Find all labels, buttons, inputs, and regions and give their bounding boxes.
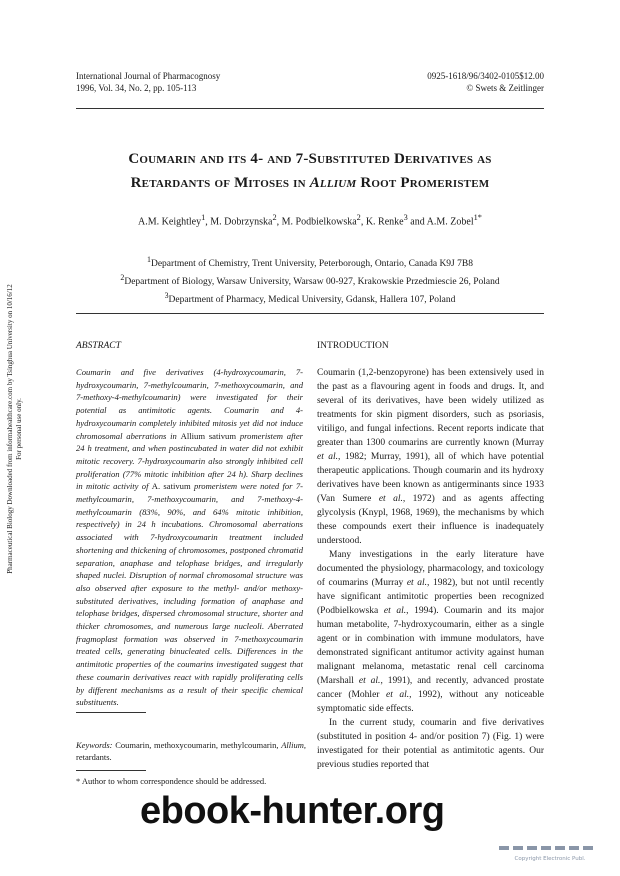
- watermark-text: ebook-hunter.org: [140, 790, 445, 832]
- title-line1: Coumarin and its 4- and 7-Substituted Derivatives as: [128, 151, 492, 167]
- author-list: A.M. Keightley$^1$, M. Dobrzynska$^2$, M. Podbielkowska$^2$, K. Renke$^3$ and A.M. Zobel$^{1*}$: [138, 213, 482, 228]
- journal-name: International Journal of Pharmacognosy: [76, 71, 221, 81]
- introduction-body: [317, 366, 544, 772]
- abstract-body: Coumarin and five derivatives (4-hydroxycoumarin, 7-hydroxycoumarin, 7-methylcoumarin, 7-methoxycoumarin, and 7-methoxy-4-methylcoumarin) were investigated for their potential as antimitotic agents. Coumarin and 4-hydroxycoumarin completely inhibited mitosis yet did not induce chromosomal aberrations in Allium sativum promeristem after 24 h treatment, and when postincubated in water did not exhibit mitotic recovery. 7-hydroxycoumarin also strongly inhibited cell proliferation (77% mitotic inhibition after 24 h). Sharp declines in mitotic activity of A. sativum promeristem were noted for 7-methylcoumarin, 7-methoxycoumarin, and 7-methoxy-4-methylcoumarin (83%, 90%, and 64% mitotic inhibition, respectively) in 24 h incubations. Chromosomal aberrations associated with 7-hydroxycoumarin treatment included shortening and thickening of chromosomes, postponed chromatid separation, anaphase and telophase bridges, and irregularly shaped nuclei. Disruption of normal chromosomal structure was also observed after exposure to the methyl- and/or methoxy-substituted derivatives, including formation of anaphase and telophase bridges, dispersed chromosomal structure, shorter and thicker chromosomes, and numerous large nucleoli. Aberrated fragmoplast formation was observed in 7-methoxycoumarin treated cells, generating binucleated cells. Differences in the antimitotic properties of the coumarins investigated suggest that these coumarin derivatives react with rapidly proliferating cells by different mechanisms as a result of their specific chemical substituents.: [76, 367, 304, 708]
- abstract-heading: ABSTRACT: [76, 341, 121, 351]
- abstract-genus: A. sativum: [151, 481, 191, 492]
- keywords-rule: [76, 712, 146, 713]
- author: A.M. Zobel: [426, 216, 474, 228]
- watermark-logo-caption: Copyright Electronic Publ.: [514, 856, 586, 862]
- journal-volume: 1996, Vol. 34, No. 2, pp. 105-113: [76, 83, 197, 93]
- affiliation: $^1$Department of Chemistry, Trent University, Peterborough, Ontario, Canada K9J 7B8: [147, 255, 473, 270]
- journal-info: [76, 70, 220, 94]
- affiliations: [76, 253, 544, 307]
- footnote-rule: [76, 770, 146, 771]
- paragraph: Many investigations in the early literature have documented the physiology, pharmacology, and toxicology of coumarins (Murray et al., 1982), but not until recently have significant antimitotic properties been recognized (Podbielkowska et al., 1994). Coumarin and its major human metabolite, 7-hydroxycoumarin, either as a single agent or in combination with immune modulators, have demonstrated significant antitumor activity against human malignant melanoma, metastatic renal cell carcinoma (Marshall et al., 1991), and recently, advanced prostate cancer (Mohler et al., 1992), without any noticeable symptomatic side effects.: [317, 550, 545, 714]
- title-genus: Allium: [309, 175, 357, 191]
- title-line2: Retardants of Mitoses in Allium Root Promeristem: [130, 175, 490, 191]
- keywords: Keywords: Coumarin, methoxycoumarin, methylcoumarin, Allium, retardants.: [76, 740, 306, 762]
- affiliation: $^2$Department of Biology, Warsaw University, Warsaw 00-927, Krakowskie Przedmiescie 26, Poland: [120, 273, 500, 288]
- journal-code: [344, 70, 544, 94]
- paragraph: In the current study, coumarin and five derivatives (substituted in position 4- and/or position 7) (Fig. 1) were investigated for their potential as antimitotic agents. Our previous studies reported that: [317, 718, 544, 770]
- publisher-copyright: © Swets & Zeitlinger: [466, 83, 544, 93]
- paper-title: [76, 147, 544, 195]
- download-notice: [6, 269, 24, 589]
- download-notice-line1: Pharmaceutical Biology Downloaded from informahealthcare.com by Tsinghua University on 10/16/12: [6, 284, 14, 574]
- paragraph: Coumarin (1,2-benzopyrone) has been extensively used in the past as a flavouring agent in foods and drugs. It, and several of its derivatives, have been widely utilized as treatments for skin pigment disorders, such as psoriasis, vitiligo, and fungal infections. Recent reports indicate that greater than 1300 coumarins are currently known (Murray et al., 1982; Murray, 1991), all of which have potential therapeutic applications. Though coumarin and its hydroxy derivatives have been known as antigerminants since 1933 (Van Sumere et al., 1972) and as agents affecting glycolysis (Knypl, 1968, 1969), the mechanisms by which these compounds exert their influence is inadequately understood.: [317, 368, 544, 546]
- affiliation: $^3$Department of Pharmacy, Medical University, Gdansk, Hallera 107, Poland: [164, 291, 456, 306]
- download-notice-line2: For personal use only.: [15, 398, 23, 460]
- introduction-heading: INTRODUCTION: [317, 341, 389, 351]
- header-rule: [76, 108, 544, 109]
- correspondence-note: * Author to whom correspondence should be addressed.: [76, 776, 267, 786]
- abstract-genus: Allium sativum: [180, 430, 237, 441]
- author: A.M. Keightley: [138, 216, 202, 228]
- author: M. Dobrzynska: [210, 216, 273, 228]
- watermark-logo-icon: [493, 836, 608, 870]
- affiliation-rule: [76, 313, 544, 314]
- issn-price: 0925-1618/96/3402-0105$12.00: [427, 71, 544, 81]
- author: K. Renke: [365, 216, 404, 228]
- author: M. Podbielkowska: [281, 216, 357, 228]
